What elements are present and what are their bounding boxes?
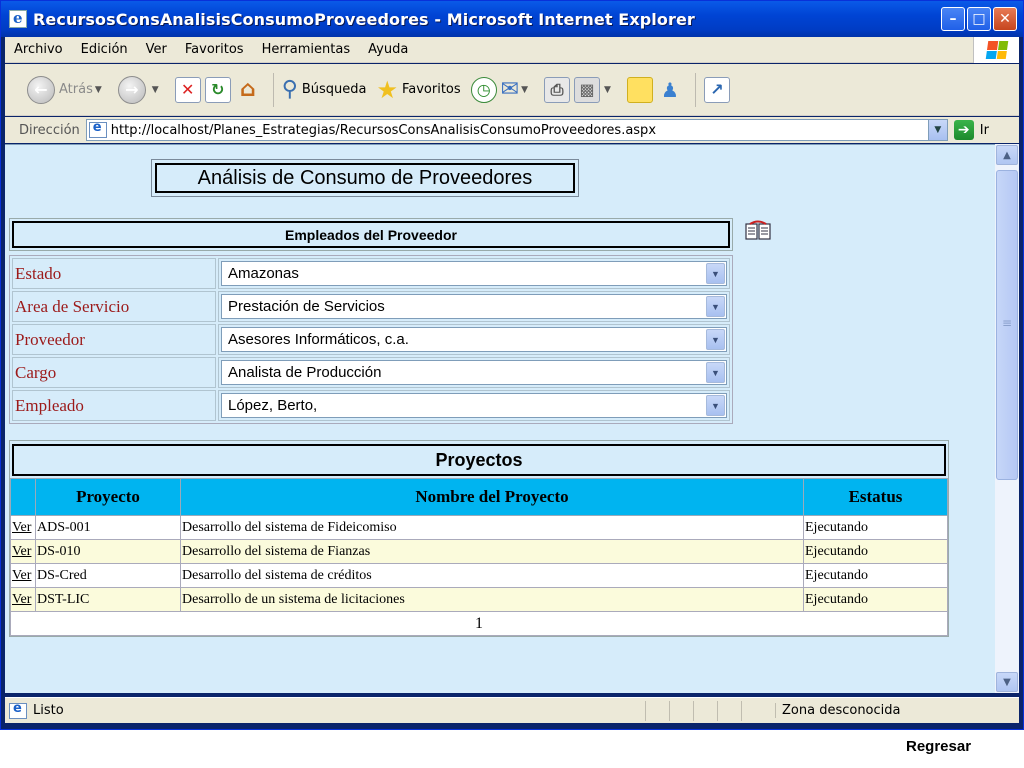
projects-title: Proyectos [12, 444, 946, 476]
status-cell [717, 701, 741, 721]
forward-button[interactable] [118, 76, 165, 104]
ver-link[interactable]: Ver [11, 564, 36, 588]
project-status: Ejecutando [804, 540, 948, 564]
area-label: Area de Servicio [12, 291, 216, 322]
form-row-proveedor [12, 324, 730, 355]
refresh-icon[interactable]: ↻ [205, 77, 231, 103]
favorites-label: Favoritos [401, 82, 461, 97]
stop-icon[interactable]: ✕ [175, 77, 201, 103]
toolbar [5, 64, 1019, 116]
project-code: DS-Cred [36, 564, 181, 588]
maximize-button[interactable]: □ [967, 7, 991, 31]
address-label: Dirección [19, 122, 80, 138]
column-header-link [11, 479, 36, 516]
title-bar[interactable] [1, 1, 1023, 37]
messenger-icon[interactable]: ♟ [660, 77, 679, 102]
scroll-thumb[interactable] [996, 170, 1018, 480]
search-button[interactable] [282, 77, 367, 102]
menu-favoritos[interactable]: Favoritos [184, 42, 244, 57]
ver-link[interactable]: Ver [11, 516, 36, 540]
window-controls [941, 7, 1017, 31]
proveedor-value: Asesores Informáticos, c.a. [228, 331, 409, 348]
project-status: Ejecutando [804, 588, 948, 612]
windows-logo-icon [973, 37, 1019, 63]
area-value: Prestación de Servicios [228, 298, 385, 315]
page-title: Análisis de Consumo de Proveedores [155, 163, 575, 193]
ie-icon [9, 10, 27, 28]
form-row-area [12, 291, 730, 322]
back-label: Atrás [59, 82, 93, 97]
search-icon: ⚲ [281, 77, 298, 102]
minimize-button[interactable]: – [941, 7, 965, 31]
toolbar-separator [695, 73, 696, 107]
projects-table [10, 478, 948, 636]
status-cell [669, 701, 693, 721]
go-arrow-icon: ➔ [954, 120, 974, 140]
employee-filter-form [9, 255, 733, 424]
table-row [11, 516, 948, 540]
menu-herramientas[interactable]: Herramientas [261, 42, 351, 57]
table-row [11, 540, 948, 564]
favorites-button[interactable] [376, 76, 460, 104]
form-row-cargo [12, 357, 730, 388]
page-content [5, 144, 995, 693]
empleado-value: López, Berto, [228, 397, 318, 414]
cargo-label: Cargo [12, 357, 216, 388]
status-cell [741, 701, 765, 721]
table-header-row [11, 479, 948, 516]
menu-archivo[interactable]: Archivo [14, 42, 63, 57]
empleado-select[interactable] [221, 393, 727, 418]
go-label: Ir [979, 122, 989, 138]
status-text: Listo [33, 703, 64, 718]
project-name: Desarrollo del sistema de créditos [181, 564, 804, 588]
ver-link[interactable]: Ver [11, 540, 36, 564]
page-title-frame [151, 159, 579, 197]
proveedor-label: Proveedor [12, 324, 216, 355]
menu-bar [5, 37, 1019, 63]
search-label: Búsqueda [301, 82, 367, 97]
print-icon[interactable]: ⎙ [544, 77, 570, 103]
projects-panel [9, 440, 949, 637]
employees-header-frame [9, 218, 733, 251]
status-cell [693, 701, 717, 721]
mail-button[interactable] [501, 77, 534, 102]
close-button[interactable]: ✕ [993, 7, 1017, 31]
cargo-select[interactable] [221, 360, 727, 385]
status-bar [5, 697, 1019, 723]
star-icon: ★ [376, 75, 398, 104]
chevron-down-icon[interactable]: ▼ [706, 296, 725, 317]
edit-button[interactable] [574, 77, 617, 103]
ver-link[interactable]: Ver [11, 588, 36, 612]
scroll-up-icon[interactable]: ▲ [996, 145, 1018, 165]
project-code: DST-LIC [36, 588, 181, 612]
project-name: Desarrollo del sistema de Fianzas [181, 540, 804, 564]
forward-dropdown-icon[interactable]: ▼ [151, 84, 159, 95]
column-header-estatus: Estatus [804, 479, 948, 516]
address-bar [5, 117, 1019, 143]
employees-header: Empleados del Proveedor [12, 221, 730, 248]
back-arrow-icon: ← [27, 76, 55, 104]
regresar-link[interactable]: Regresar [906, 738, 972, 755]
back-dropdown-icon[interactable]: ▼ [94, 84, 102, 95]
proveedor-select[interactable] [221, 327, 727, 352]
menu-edicion[interactable]: Edición [80, 42, 128, 57]
chevron-down-icon[interactable]: ▼ [706, 395, 725, 416]
go-button[interactable] [954, 120, 989, 140]
home-icon[interactable]: ⌂ [239, 77, 256, 102]
menu-ayuda[interactable]: Ayuda [368, 42, 409, 57]
address-input[interactable] [86, 119, 948, 141]
edit-icon: ▩ [574, 77, 600, 103]
empleado-label: Empleado [12, 390, 216, 421]
address-url: http://localhost/Planes_Estrategias/RecursosConsAnalisisConsumoProveedores.aspx [110, 122, 657, 138]
media-icon[interactable]: ↗ [704, 77, 730, 103]
window-title: RecursosConsAnalisisConsumoProveedores - Microsoft Internet Explorer [33, 9, 695, 29]
security-zone: Zona desconocida [775, 703, 985, 718]
discuss-icon[interactable] [627, 77, 653, 103]
estado-select[interactable] [221, 261, 727, 286]
page-icon [89, 122, 107, 138]
area-select[interactable] [221, 294, 727, 319]
project-code: ADS-001 [36, 516, 181, 540]
estado-value: Amazonas [228, 265, 299, 282]
form-row-empleado [12, 390, 730, 421]
menu-ver[interactable]: Ver [145, 42, 167, 57]
back-button[interactable] [27, 76, 108, 104]
mail-icon: ✉ [500, 77, 520, 102]
chevron-down-icon[interactable]: ▼ [706, 362, 725, 383]
report-book-icon[interactable] [745, 219, 771, 241]
column-header-nombre: Nombre del Proyecto [181, 479, 804, 516]
project-status: Ejecutando [804, 516, 948, 540]
toolbar-separator [273, 73, 274, 107]
mail-dropdown-icon[interactable]: ▼ [521, 84, 529, 95]
table-row [11, 588, 948, 612]
project-status: Ejecutando [804, 564, 948, 588]
page-number[interactable]: 1 [11, 612, 948, 636]
estado-label: Estado [12, 258, 216, 289]
edit-dropdown-icon[interactable]: ▼ [604, 84, 611, 95]
vertical-scrollbar[interactable] [995, 144, 1019, 693]
column-header-proyecto: Proyecto [36, 479, 181, 516]
chevron-down-icon[interactable]: ▼ [706, 263, 725, 284]
project-name: Desarrollo de un sistema de licitaciones [181, 588, 804, 612]
forward-arrow-icon: → [118, 76, 146, 104]
project-code: DS-010 [36, 540, 181, 564]
address-dropdown-icon[interactable]: ▼ [928, 120, 947, 140]
form-row-estado [12, 258, 730, 289]
cargo-value: Analista de Producción [228, 364, 382, 381]
chevron-down-icon[interactable]: ▼ [706, 329, 725, 350]
status-cell [645, 701, 669, 721]
pager-row [11, 612, 948, 636]
project-name: Desarrollo del sistema de Fideicomiso [181, 516, 804, 540]
history-icon[interactable]: ◷ [471, 77, 497, 103]
table-row [11, 564, 948, 588]
page-status-icon [9, 703, 27, 719]
scroll-down-icon[interactable]: ▼ [996, 672, 1018, 692]
